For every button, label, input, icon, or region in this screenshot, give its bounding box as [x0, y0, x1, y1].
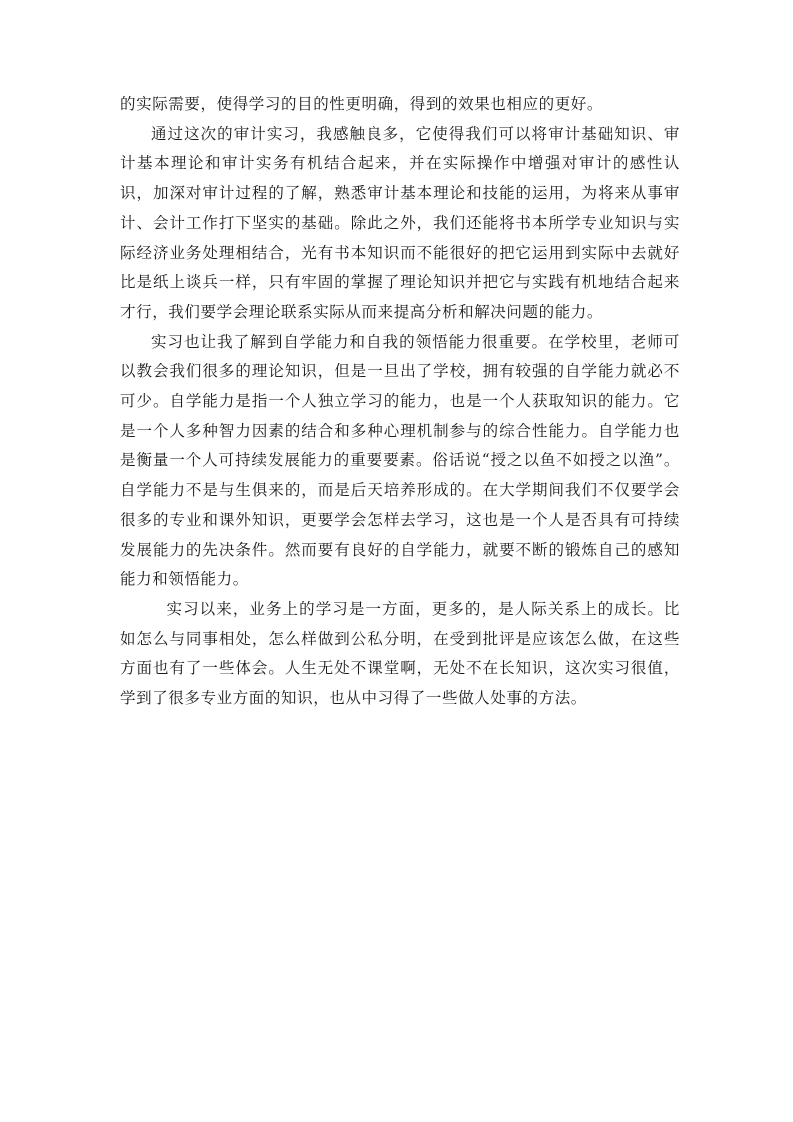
paragraph-audit-internship: 通过这次的审计实习，我感触良多，它使得我们可以将审计基础知识、审计基本理论和审计实务有机结合起来，并在实际操作中增强对审计的感性认识，加深对审计过程的了解，熟悉审计基本理论和技能的运用，为将来从事审计、会计工作打下坚实的基础。除此之外，我们还能将书本所学专业知识与实际经济业务处理相结合，光有书本知识而不能很好的把它运用到实际中去就好比是纸上谈兵一样，只有牢固的掌握了理论知识并把它与实践有机地结合起来才行，我们要学会理论联系实际从而来提高分析和解决问题的能力。	[120, 124, 680, 321]
paragraph-continuation: 的实际需要，使得学习的目的性更明确，得到的效果也相应的更好。	[120, 95, 604, 113]
paragraph-self-learning: 实习也让我了解到自学能力和自我的领悟能力很重要。在学校里，老师可以教会我们很多的理论知识，但是一旦出了学校，拥有较强的自学能力就必不可少。自学能力是指一个人独立学习的能力，也是一个人获取知识的能力。它是一个人多种智力因素的结合和多种心理机制参与的综合性能力。自学能力也是衡量一个人可持续发展能力的重要要素。俗话说“授之以鱼不如授之以渔”。自学能力不是与生俱来的，而是后天培养形成的。在大学期间我们不仅要学会很多的专业和课外知识，更要学会怎样去学习，这也是一个人是否具有可持续发展能力的先决条件。然而要有良好的自学能力，就要不断的锻炼自己的感知能力和领悟能力。	[120, 332, 680, 589]
paragraph-interpersonal-growth: 实习以来，业务上的学习是一方面，更多的，是人际关系上的成长。比如怎么与同事相处，怎么样做到公私分明，在受到批评是应该怎么做，在这些方面也有了一些体会。人生无处不课堂啊，无处不在长知识，这次实习很值，学到了很多专业方面的知识，也从中习得了一些做人处事的方法。	[120, 599, 680, 708]
document-body	[120, 90, 680, 714]
